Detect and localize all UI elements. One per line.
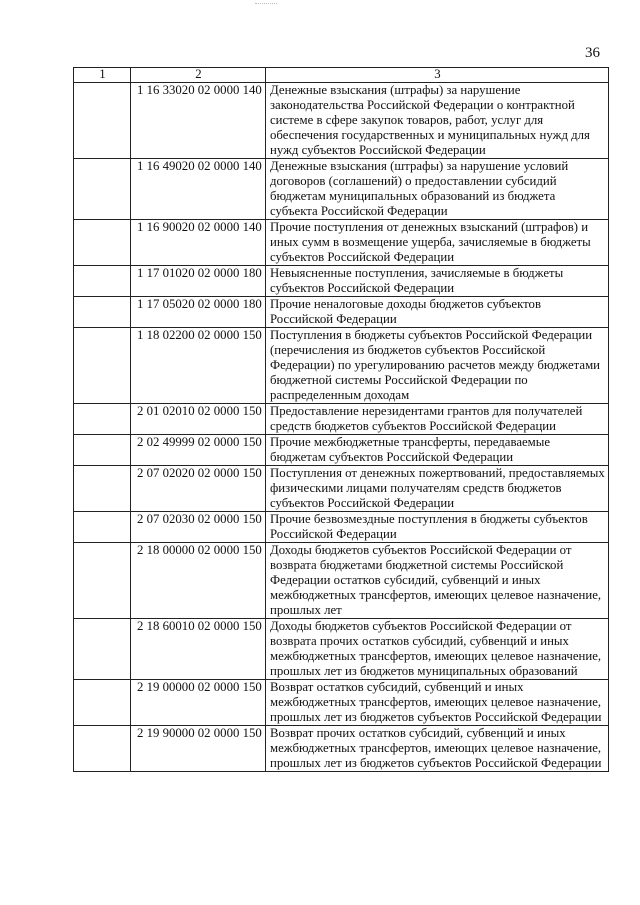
row-number-cell bbox=[74, 619, 131, 680]
table-row bbox=[74, 266, 609, 297]
row-number-cell bbox=[74, 297, 131, 328]
table-row bbox=[74, 220, 609, 266]
column-header-3: 3 bbox=[266, 68, 609, 83]
revenue-name-cell: Поступления от денежных пожертвований, предоставляемых физическими лицами получателям средств бюджетов субъектов Российской Федерации bbox=[266, 466, 609, 512]
revenue-name-cell: Денежные взыскания (штрафы) за нарушение законодательства Российской Федерации о контрактной системе в сфере закупок товаров, работ, услуг для обеспечения государственных и муниципальных нужд для нужд субъектов Российской Федерации bbox=[266, 83, 609, 159]
row-number-cell bbox=[74, 543, 131, 619]
table-header bbox=[74, 68, 609, 83]
revenue-name-cell: Предоставление нерезидентами грантов для получателей средств бюджетов субъектов Российской Федерации bbox=[266, 404, 609, 435]
budget-code-cell: 1 16 33020 02 0000 140 bbox=[131, 83, 266, 159]
column-header-1: 1 bbox=[74, 68, 131, 83]
row-number-cell bbox=[74, 404, 131, 435]
budget-code-cell: 2 01 02010 02 0000 150 bbox=[131, 404, 266, 435]
table-row bbox=[74, 297, 609, 328]
table-row bbox=[74, 680, 609, 726]
column-header-2: 2 bbox=[131, 68, 266, 83]
row-number-cell bbox=[74, 726, 131, 772]
row-number-cell bbox=[74, 83, 131, 159]
budget-code-cell: 1 17 05020 02 0000 180 bbox=[131, 297, 266, 328]
table-row bbox=[74, 159, 609, 220]
row-number-cell bbox=[74, 220, 131, 266]
budget-code-cell: 2 07 02030 02 0000 150 bbox=[131, 512, 266, 543]
table-row bbox=[74, 726, 609, 772]
revenue-name-cell: Прочие безвозмездные поступления в бюджеты субъектов Российской Федерации bbox=[266, 512, 609, 543]
budget-code-cell: 2 07 02020 02 0000 150 bbox=[131, 466, 266, 512]
table-header-row bbox=[74, 68, 609, 83]
table-row bbox=[74, 543, 609, 619]
revenue-name-cell: Доходы бюджетов субъектов Российской Федерации от возврата бюджетами бюджетной системы Российской Федерации остатков субсидий, субвенций и иных межбюджетных трансфертов, имеющих целевое назначение, прошлых лет bbox=[266, 543, 609, 619]
row-number-cell bbox=[74, 466, 131, 512]
row-number-cell bbox=[74, 328, 131, 404]
table-body bbox=[74, 83, 609, 772]
budget-code-cell: 1 16 90020 02 0000 140 bbox=[131, 220, 266, 266]
table-row bbox=[74, 435, 609, 466]
revenue-name-cell: Поступления в бюджеты субъектов Российской Федерации (перечисления из бюджетов субъектов Российской Федерации) по урегулированию расчетов между бюджетами бюджетной системы Российской Федерации по распределенным доходам bbox=[266, 328, 609, 404]
table-row bbox=[74, 328, 609, 404]
table-row bbox=[74, 619, 609, 680]
budget-code-cell: 1 17 01020 02 0000 180 bbox=[131, 266, 266, 297]
revenue-name-cell: Доходы бюджетов субъектов Российской Федерации от возврата прочих остатков субсидий, субвенций и иных межбюджетных трансфертов, имеющих целевое назначение, прошлых лет из бюджетов муниципальных образований bbox=[266, 619, 609, 680]
budget-code-cell: 2 18 60010 02 0000 150 bbox=[131, 619, 266, 680]
row-number-cell bbox=[74, 435, 131, 466]
revenue-name-cell: Прочие неналоговые доходы бюджетов субъектов Российской Федерации bbox=[266, 297, 609, 328]
revenue-name-cell: Невыясненные поступления, зачисляемые в бюджеты субъектов Российской Федерации bbox=[266, 266, 609, 297]
revenue-codes-table bbox=[73, 67, 609, 772]
revenue-name-cell: Денежные взыскания (штрафы) за нарушение условий договоров (соглашений) о предоставлении субсидий бюджетам муниципальных образований из бюджета субъекта Российской Федерации bbox=[266, 159, 609, 220]
revenue-name-cell: Прочие поступления от денежных взысканий (штрафов) и иных сумм в возмещение ущерба, зачисляемые в бюджеты субъектов Российской Федерации bbox=[266, 220, 609, 266]
table-row bbox=[74, 512, 609, 543]
budget-code-cell: 2 18 00000 02 0000 150 bbox=[131, 543, 266, 619]
scan-artifact-mark bbox=[255, 3, 277, 6]
budget-code-cell: 2 19 90000 02 0000 150 bbox=[131, 726, 266, 772]
row-number-cell bbox=[74, 680, 131, 726]
row-number-cell bbox=[74, 159, 131, 220]
table-row bbox=[74, 466, 609, 512]
table-row bbox=[74, 404, 609, 435]
table-row bbox=[74, 83, 609, 159]
revenue-name-cell: Прочие межбюджетные трансферты, передаваемые бюджетам субъектов Российской Федерации bbox=[266, 435, 609, 466]
budget-code-cell: 1 16 49020 02 0000 140 bbox=[131, 159, 266, 220]
revenue-name-cell: Возврат остатков субсидий, субвенций и иных межбюджетных трансфертов, имеющих целевое назначение, прошлых лет из бюджетов субъектов Российской Федерации bbox=[266, 680, 609, 726]
row-number-cell bbox=[74, 266, 131, 297]
budget-code-cell: 1 18 02200 02 0000 150 bbox=[131, 328, 266, 404]
budget-code-cell: 2 02 49999 02 0000 150 bbox=[131, 435, 266, 466]
revenue-name-cell: Возврат прочих остатков субсидий, субвенций и иных межбюджетных трансфертов, имеющих целевое назначение, прошлых лет из бюджетов субъектов Российской Федерации bbox=[266, 726, 609, 772]
row-number-cell bbox=[74, 512, 131, 543]
page-number: 36 bbox=[585, 45, 600, 61]
budget-code-cell: 2 19 00000 02 0000 150 bbox=[131, 680, 266, 726]
